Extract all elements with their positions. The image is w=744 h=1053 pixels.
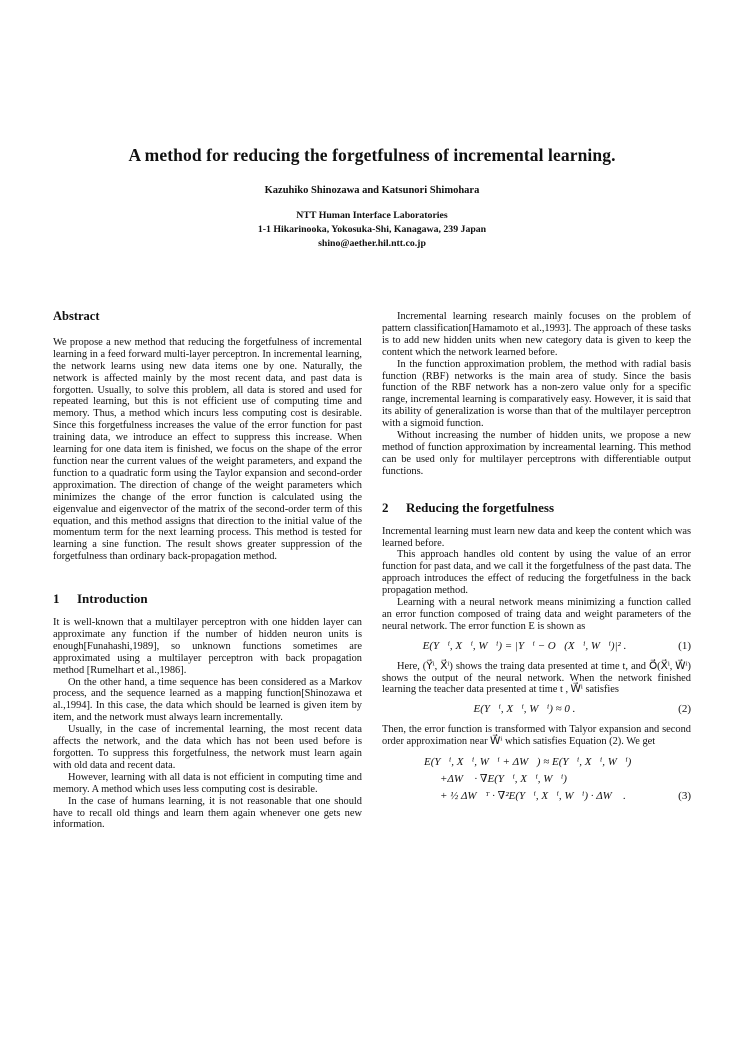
equation-3-number: (3) (678, 790, 691, 803)
section-1-title: Introduction (77, 591, 148, 607)
equation-1-body: E(Y⃗ⁱ, X⃗ⁱ, W⃗ⁱ) = |Y⃗ⁱ − O⃗(X⃗ⁱ, W⃗ⁱ)|² . (422, 639, 627, 652)
section-2-paragraph: This approach handles old content by using the value of an error function for past data, and we call it the forgetfulness of the past data. The approach introduces the effect of reducing the forgetfulness in the back propagation method. (382, 549, 691, 597)
section-2-number: 2 (382, 499, 389, 515)
affiliation-email: shino@aether.hil.ntt.co.jp (318, 238, 426, 249)
affiliation-address: 1-1 Hikarinooka, Yokosuka-Shi, Kanagawa, 239 Japan (257, 224, 487, 235)
right-column (382, 311, 691, 811)
abstract-text: We propose a new method that reducing the forgetfulness of incremental learning in a feed forward multi-layer perceptron. In incremental learning, the network learns using new data items one by one. Naturally, the network is affected mainly by the most recent data, and past data is forgotten. Usually, to solve this problem, all data is stored and used for repeated learning, but this is not efficient use of computing time and memory. Thus, a method which incurs less computing cost is desirable. Since this forgetfulness increases the value of the error function for past training data, we introduce an effect to suppress this increase. When learning for one data item is finished, we focus on the shape of the error function near the current values of the weight parameters, and expand the function to a quadratic form using the Taylor expansion and second-order approximation. The direction of change of the weight parameters which minimizes the change of the error function is calculated using the eigenvalue and eigenvector of the matrix of the second-order term of this equation, and this method assigns that direction to the initial value of the momentum term for the next learning process. This method is tested for learning a sine function. The result shows greater suppression of the forgetfulness than ordinary back-propagation method. (53, 336, 362, 563)
intro-paragraph: Without increasing the number of hidden units, we propose a new method of function approximation by increamental learning. This method can be used only for multilayer perceptrons with differentiable output functions. (382, 430, 691, 477)
section-1-number: 1 (53, 591, 60, 607)
left-column (53, 311, 362, 831)
intro-paragraph: On the other hand, a time sequence has been considered as a Markov process, and the sequence learned as a mapping function[Shinozawa et al.,1994]. In this case, the data which should be learned is given item by item, and the network must always learn incrementally. (53, 676, 362, 724)
intro-paragraph: However, learning with all data is not efficient in computing time and memory. A method which uses less computing cost is desirable. (53, 771, 362, 795)
section-2-paragraph: Then, the error function is transformed with Talyor expansion and second order approximation near W⃗ⁱ which satisfies Equation (2). We get (382, 724, 691, 748)
paper-title: A method for reducing the forgetfulness of incremental learning. (128, 145, 616, 165)
equation-1 (382, 641, 691, 653)
section-2-heading (382, 499, 691, 515)
equation-3-line-2: +ΔW⃗ · ∇E(Y⃗ⁱ, X⃗ⁱ, W⃗ⁱ) (440, 773, 567, 786)
equation-2 (382, 704, 691, 716)
abstract-heading: Abstract (53, 309, 100, 323)
equation-3-line-1: E(Y⃗ⁱ, X⃗ⁱ, W⃗ⁱ + ΔW⃗) ≈ E(Y⃗ⁱ, X⃗ⁱ, W⃗ⁱ) (424, 756, 632, 769)
intro-paragraph: In the function approximation problem, the method with radial basis function (RBF) networks is the main area of study. Since the basis function of the RBF network has a non-zero value only for a specific range, incremental learning is comparatively easy. However, it is said that its ability of generalization is worse than that of the multilayer perceptron with a sigmoid function. (382, 358, 691, 430)
section-1-heading (53, 593, 362, 605)
intro-paragraph: In the case of humans learning, it is not reasonable that one should have to recall old things and learn them again whenever one gets new information. (53, 795, 362, 831)
section-2-title: Reducing the forgetfulness (406, 499, 555, 515)
equation-1-number: (1) (678, 639, 691, 652)
affiliation (0, 209, 744, 251)
equation-2-number: (2) (678, 703, 691, 716)
intro-paragraph: Usually, in the case of incremental learning, the most recent data affects the network, and the data which has not been used before is forgotten. To suppress this forgetfulness, the network must learn again with old data and recent data. (53, 724, 362, 771)
equation-3-line-3: + ½ ΔW⃗ᵀ · ∇²E(Y⃗ⁱ, X⃗ⁱ, W⃗ⁱ) · ΔW⃗ . (440, 790, 626, 803)
equation-3 (382, 754, 691, 805)
authors: Kazuhiko Shinozawa and Katsunori Shimohara (264, 185, 480, 196)
equation-2-body: E(Y⃗ⁱ, X⃗ⁱ, W⃗ⁱ) ≈ 0 . (473, 703, 576, 716)
section-2-paragraph: Incremental learning must learn new data and keep the content which was learned before. (382, 525, 691, 549)
intro-paragraph: It is well-known that a multilayer perceptron with one hidden layer can approximate any function if the number of hidden neuron units is enough[Funahashi,1989], so unknown functions sometimes are approximated using a multilayer perceptron with back propagation method [Rumelhart et al.,1986]. (53, 617, 362, 676)
section-2-paragraph: Here, (Y⃗ⁱ, X⃗ⁱ) shows the traing data presented at time t, and O⃗(X⃗ⁱ, W⃗ⁱ) shows the output of the neural network. When the network finished learning the teacher data presented at time t , W⃗ⁱ satisfies (382, 660, 691, 696)
intro-paragraph: Incremental learning research mainly focuses on the problem of pattern classification[Hamamoto et al.,1993]. The approach of these tasks is to add new hidden units when new category data is given to keep the content which the network learned before. (382, 311, 691, 358)
affiliation-lab: NTT Human Interface Laboratories (296, 210, 448, 221)
section-2-paragraph: Learning with a neural network means minimizing a function called an error function composed of traing data and weight parameters of the neural network. The error function E is shown as (382, 597, 691, 632)
